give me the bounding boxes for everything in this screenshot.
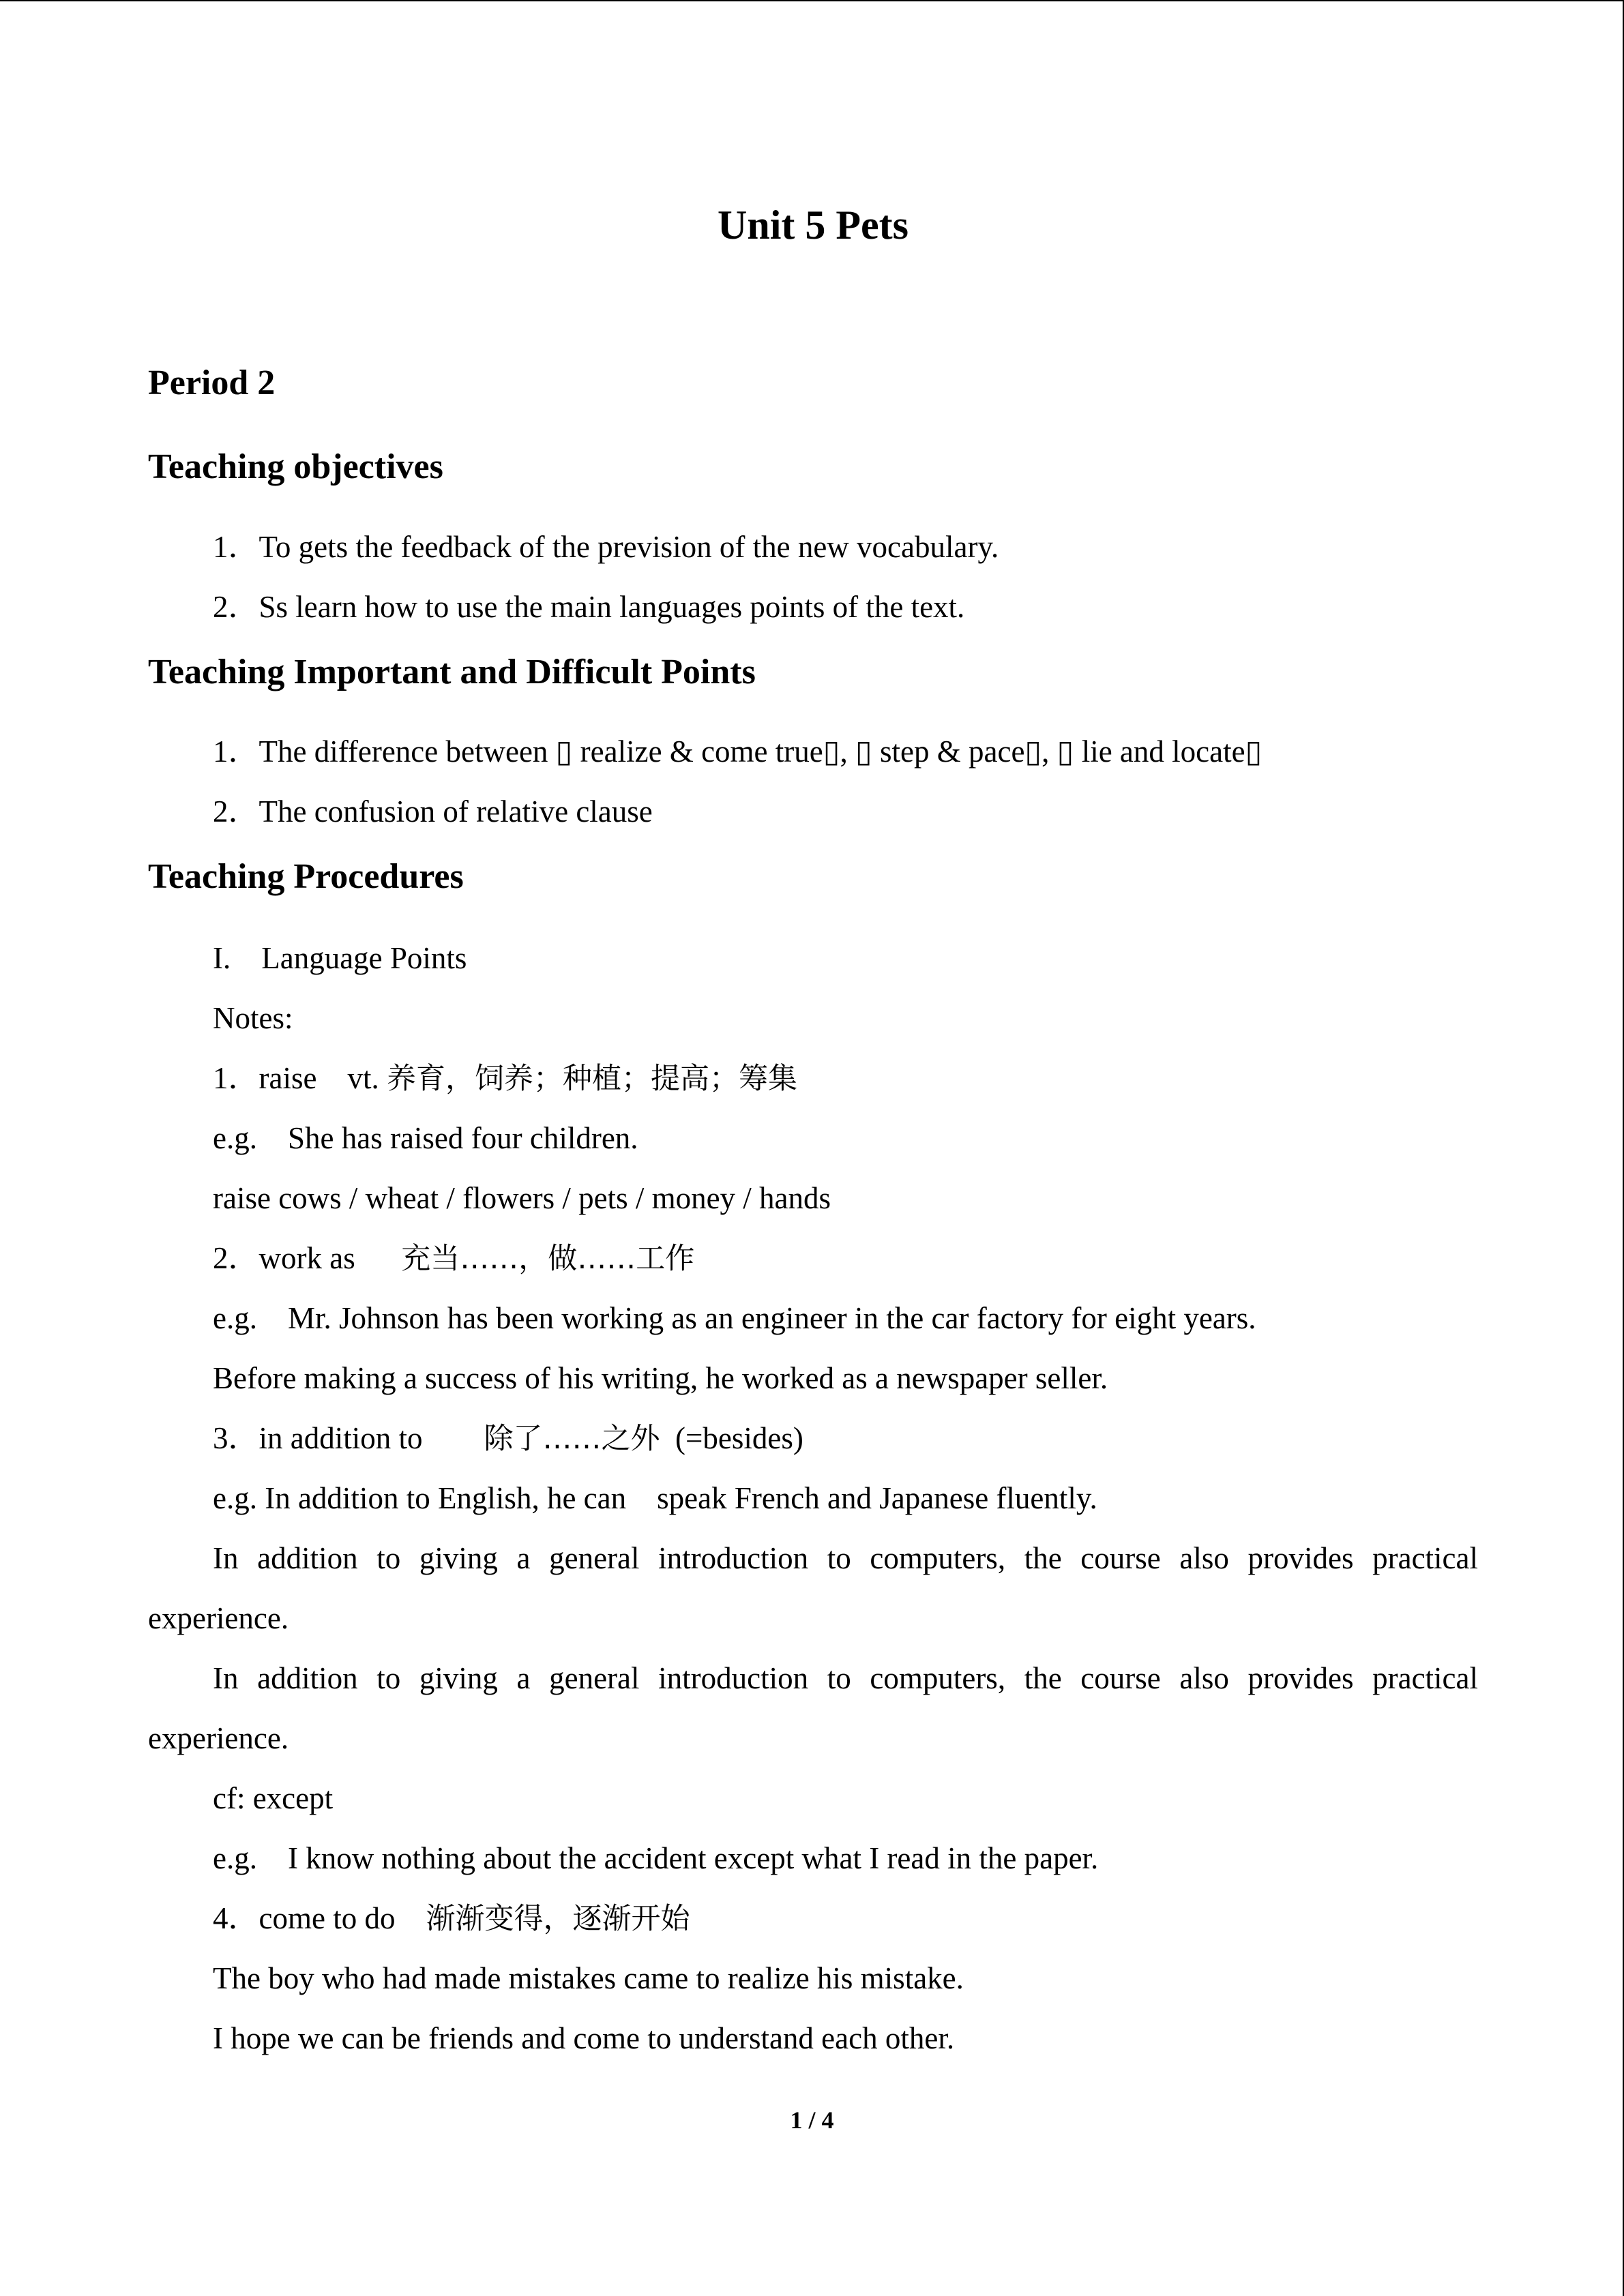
note-3-paragraph-1-line-2: experience.	[148, 1601, 289, 1635]
note-2-meaning: 充当……，做……工作	[401, 1242, 695, 1276]
note-3-term	[148, 1423, 1478, 1454]
note-2-head: 2．work as	[213, 1241, 402, 1275]
procedures-heading: Teaching Procedures	[148, 857, 464, 896]
note-2-example: e.g. Mr. Johnson has been working as an engineer in the car factory for eight years.	[213, 1301, 1256, 1335]
points-heading: Teaching Important and Difficult Points	[148, 653, 756, 691]
note-4-head: 4．come to do	[213, 1901, 426, 1935]
note-3-compare-example: e.g. I know nothing about the accident except what I read in the paper.	[213, 1841, 1099, 1875]
note-2-example-2: Before making a success of his writing, he worked as a newspaper seller.	[213, 1361, 1108, 1395]
note-4-example-2: I hope we can be friends and come to understand each other.	[213, 2021, 955, 2055]
note-3-paragraph-2-line-1: In addition to giving a general introduction to computers, the course also provides practical	[213, 1661, 1478, 1695]
note-3-paragraph-1-line-1: In addition to giving a general introduction to computers, the course also provides practical	[213, 1541, 1478, 1575]
period-heading: Period 2	[148, 363, 276, 402]
objective-item-1: 1．To gets the feedback of the prevision of the new vocabulary.	[213, 530, 999, 564]
note-3-compare: cf: except	[213, 1781, 334, 1815]
note-1-term	[148, 1063, 1478, 1094]
note-3-paragraph-2-line-2: experience.	[148, 1721, 289, 1755]
note-3-meaning: 除了……之外	[484, 1422, 660, 1456]
note-4-example-1: The boy who had made mistakes came to realize his mistake.	[213, 1961, 964, 1995]
note-4-term	[148, 1903, 1478, 1934]
note-1-meaning: 养育，饲养；种植；提高；筹集	[386, 1062, 797, 1096]
notes-label: Notes:	[213, 1001, 293, 1035]
note-3-example: e.g. In addition to English, he can speak French and Japanese fluently.	[213, 1481, 1097, 1515]
note-2-term	[148, 1243, 1478, 1274]
point-item-1: 1．The difference between ▯ realize & come true▯, ▯ step & pace▯, ▯ lie and locate▯	[213, 734, 1263, 769]
document-page	[148, 205, 1478, 2054]
point-item-2: 2．The confusion of relative clause	[213, 794, 653, 829]
note-1-head: 1．raise vt.	[213, 1061, 387, 1095]
objective-item-2: 2．Ss learn how to use the main languages points of the text.	[213, 590, 965, 624]
objectives-heading: Teaching objectives	[148, 447, 443, 486]
note-1-collocations: raise cows / wheat / flowers / pets / money / hands	[213, 1181, 831, 1215]
section-language-points: I. Language Points	[213, 941, 467, 975]
page-number: 1 / 4	[790, 2106, 834, 2134]
document-title: Unit 5 Pets	[718, 203, 909, 248]
note-4-meaning: 渐渐变得，逐渐开始	[426, 1902, 690, 1936]
note-3-head: 3．in addition to	[213, 1421, 484, 1455]
note-3-synonym: (=besides)	[660, 1421, 803, 1455]
note-1-example: e.g. She has raised four children.	[213, 1121, 638, 1155]
